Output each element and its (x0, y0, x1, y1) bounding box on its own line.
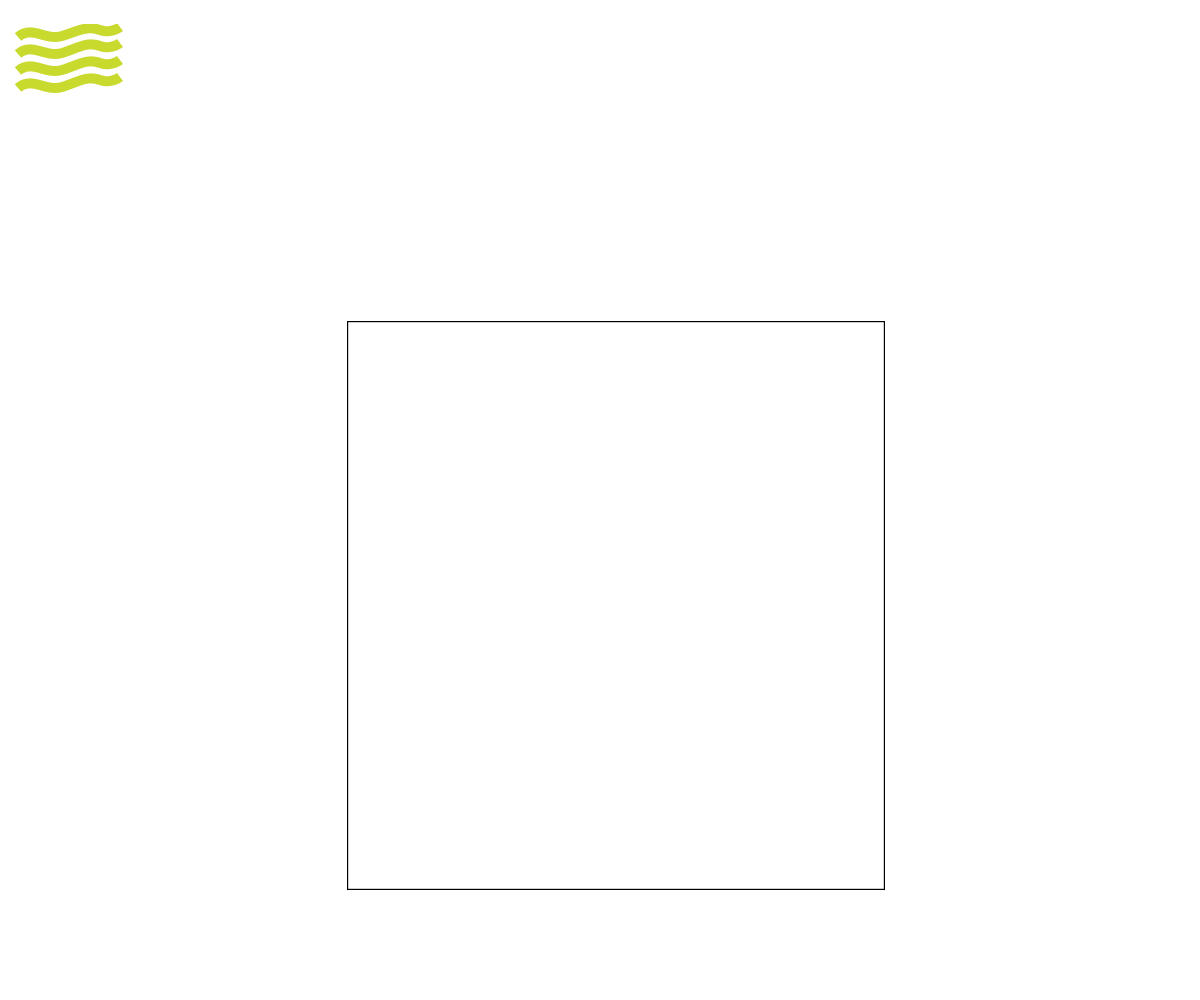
map-area (347, 321, 885, 890)
map-frame (348, 322, 885, 890)
met-office-logo (14, 24, 124, 96)
concentration-legend (0, 244, 1200, 264)
logo-waves (18, 27, 120, 88)
europe-map (347, 321, 885, 890)
